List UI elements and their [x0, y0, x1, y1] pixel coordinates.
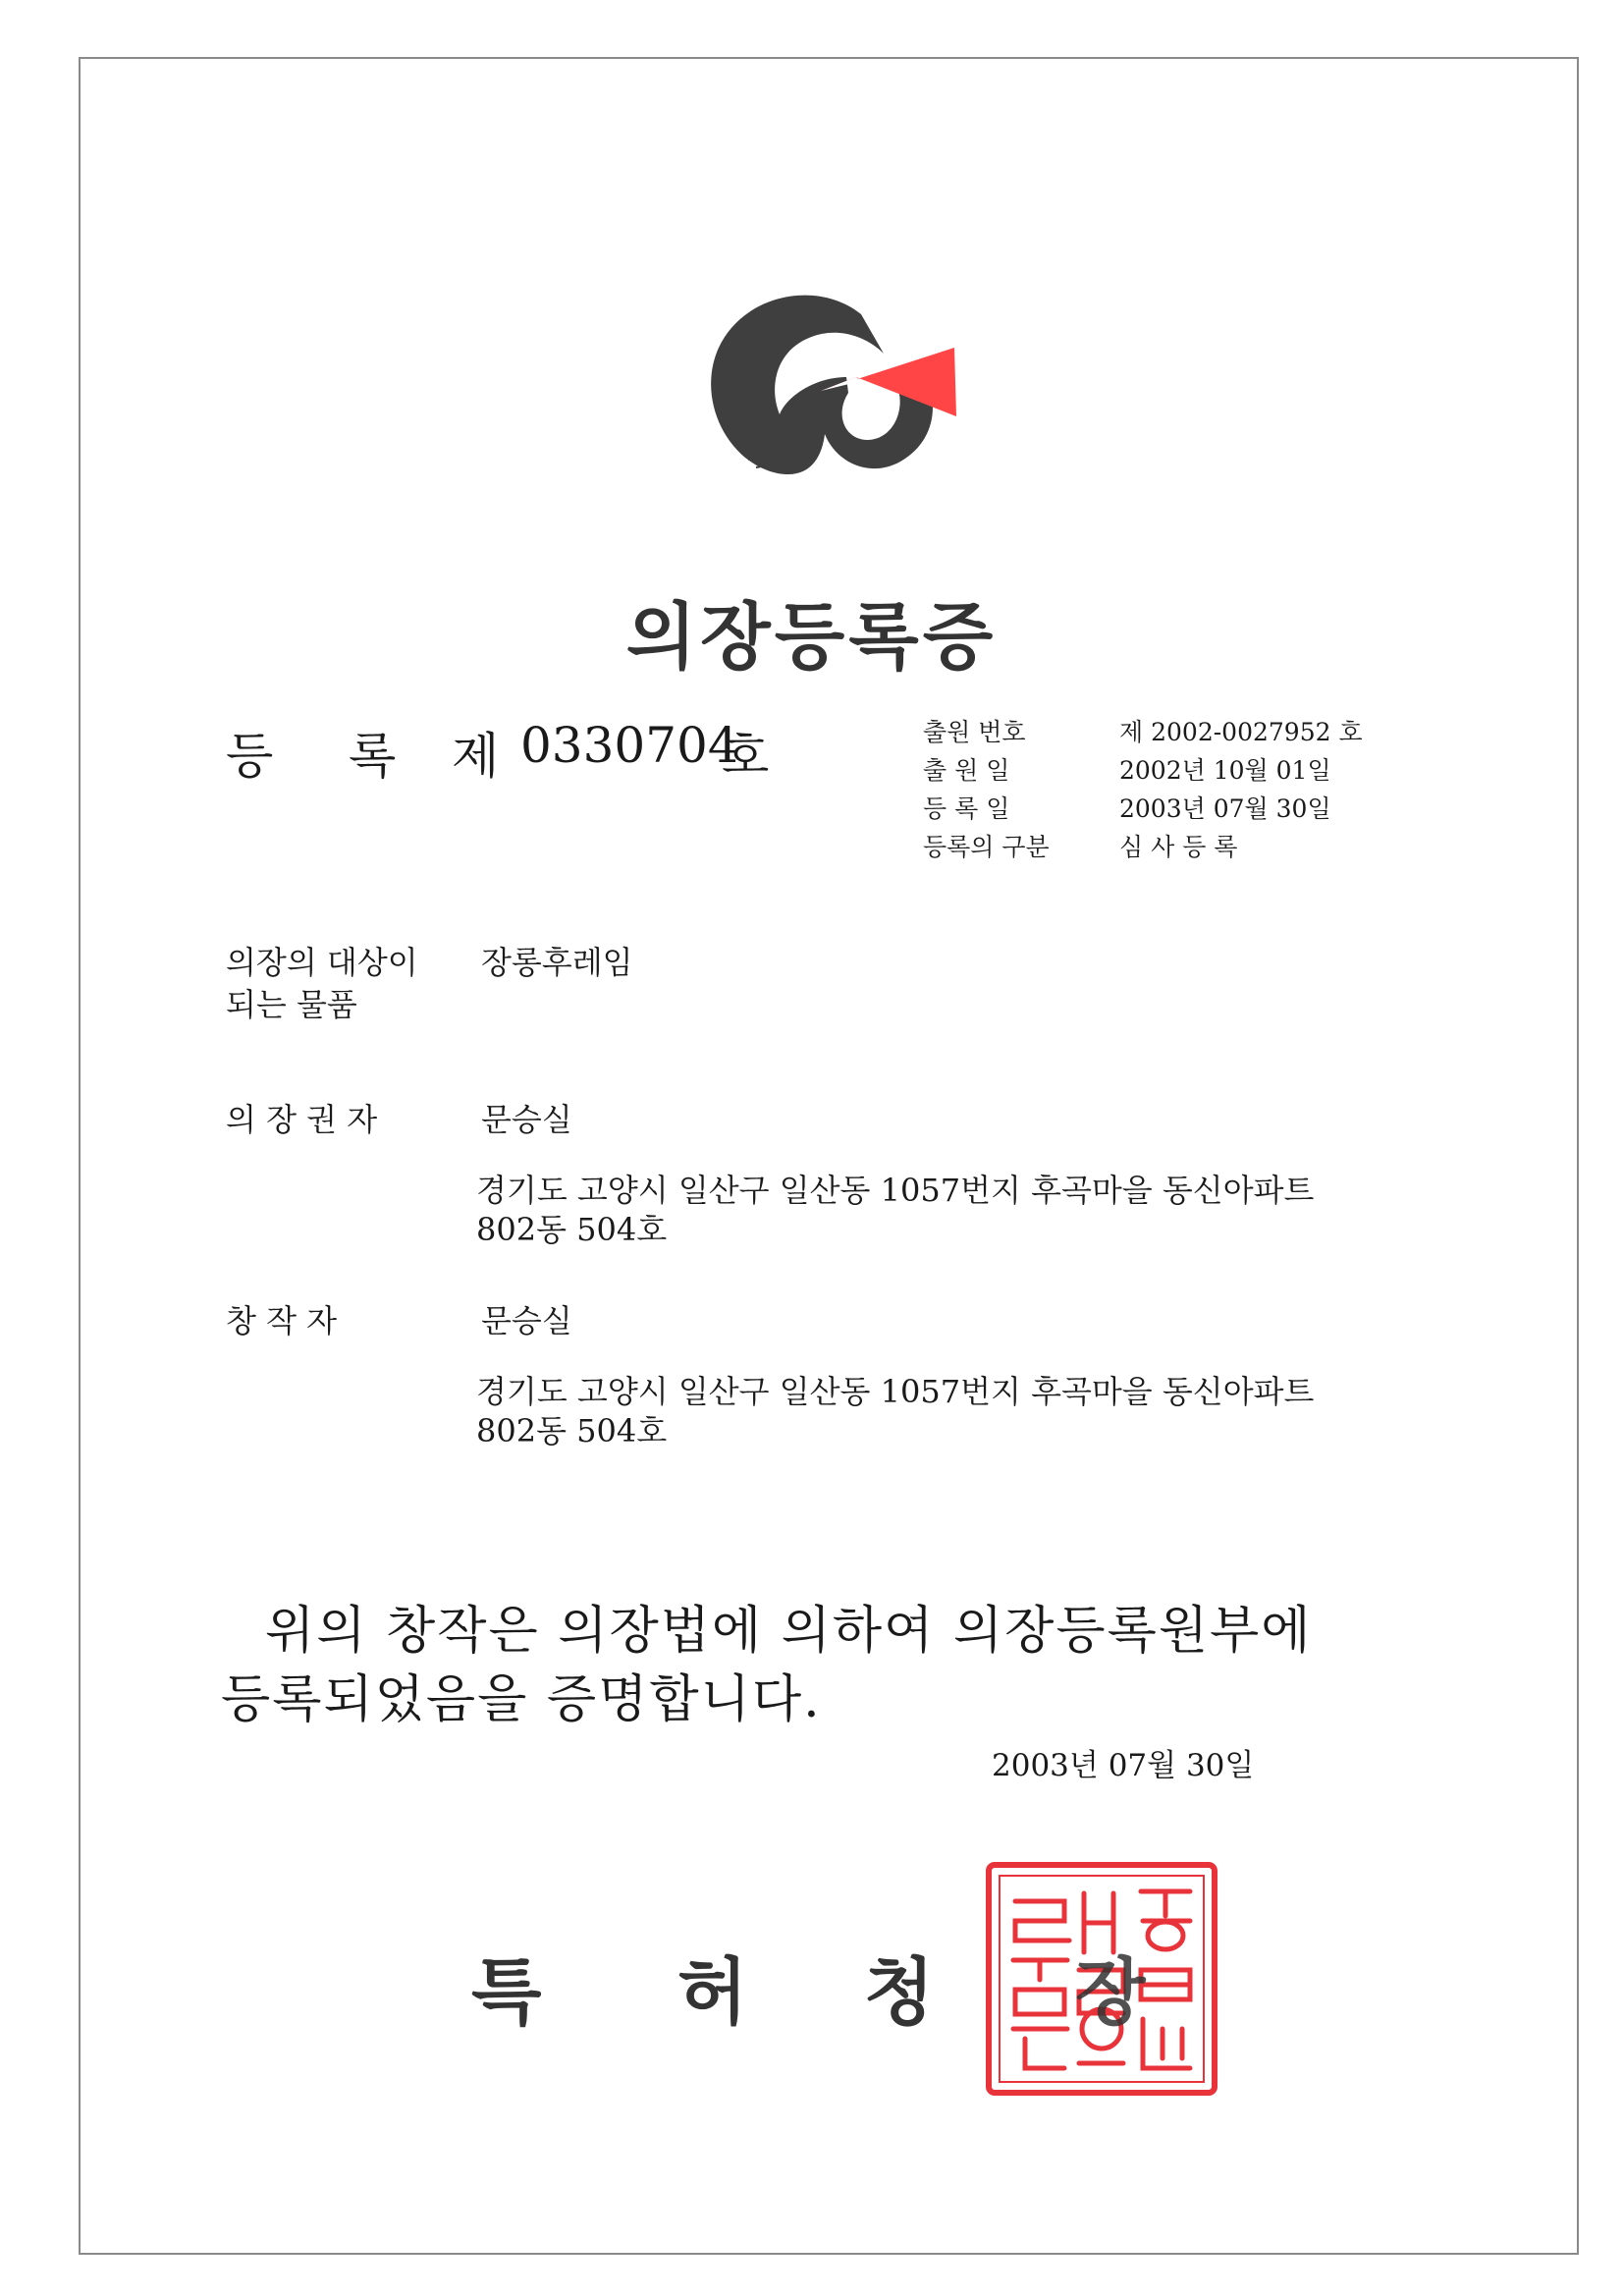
rights-holder-label: 의 장 권 자	[226, 1101, 378, 1138]
detail-label-registration-date: 등 록 일	[923, 794, 1010, 823]
rights-holder-address-line2: 802동 504호	[476, 1211, 668, 1248]
reg-prefix-2: 록	[349, 728, 397, 785]
detail-label-filing-date: 출 원 일	[923, 756, 1010, 785]
registration-number: 0330704	[520, 717, 739, 774]
reg-suffix: 호	[722, 728, 770, 785]
issuer-char-1: 특	[471, 1950, 542, 2035]
issue-date: 2003년 07월 30일	[992, 1748, 1255, 1783]
rights-holder-name: 문승실	[481, 1101, 572, 1138]
detail-label-registration-type: 등록의 구분	[923, 833, 1050, 861]
reg-prefix-1: 등	[226, 728, 274, 785]
creator-label: 창 작 자	[226, 1302, 338, 1339]
detail-value-filing-date: 2002년 10월 01일	[1119, 756, 1331, 785]
creator-address-line2: 802동 504호	[476, 1412, 668, 1449]
government-emblem-icon	[699, 267, 974, 503]
creator-name: 문승실	[481, 1302, 572, 1339]
declaration-line2: 등록되었음을 증명합니다.	[221, 1670, 822, 1729]
detail-label-application-no: 출원 번호	[923, 718, 1026, 746]
article-label-line2: 되는 물품	[226, 986, 357, 1023]
issuer-char-3: 청	[864, 1950, 935, 2035]
detail-value-application-no: 제 2002-0027952 호	[1119, 718, 1363, 746]
certificate-title: 의장등록증	[625, 595, 998, 680]
detail-value-registration-type: 심 사 등 록	[1119, 833, 1238, 861]
declaration-line1: 위의 창작은 의장법에 의하여 의장등록원부에	[265, 1602, 1313, 1661]
reg-prefix-3: 제	[452, 728, 500, 785]
article-label-line1: 의장의 대상이	[226, 944, 418, 981]
rights-holder-address-line1: 경기도 고양시 일산구 일산동 1057번지 후곡마을 동신아파트	[476, 1172, 1315, 1209]
issuer-char-4: 장	[1075, 1950, 1146, 2035]
detail-block	[923, 713, 1394, 870]
creator-address-line1: 경기도 고양시 일산구 일산동 1057번지 후곡마을 동신아파트	[476, 1373, 1315, 1410]
issuer-char-2: 허	[677, 1950, 748, 2035]
article-value: 장롱후레임	[481, 944, 633, 981]
detail-value-registration-date: 2003년 07월 30일	[1119, 794, 1331, 823]
